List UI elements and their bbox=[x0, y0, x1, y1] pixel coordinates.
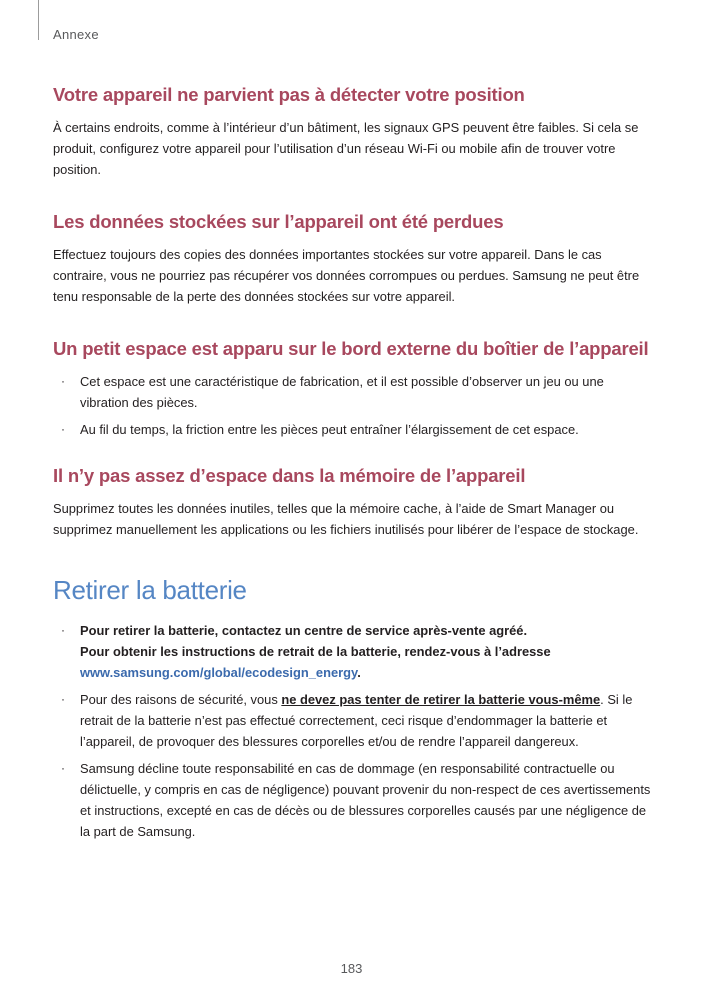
page-number: 183 bbox=[340, 961, 363, 976]
major-heading: Retirer la batterie bbox=[53, 575, 247, 605]
list-item-text: . Si le retrait de la batterie n’est pas effectué correctement, ceci risque d’endommager la batterie et l’appareil, de provoquer des blessures corporelles et/ou de rendre l’appareil dangereux. bbox=[80, 692, 633, 749]
bullet-symbol: · bbox=[61, 374, 65, 388]
section-heading: Un petit espace est apparu sur le bord externe du boîtier de l’appareil bbox=[53, 338, 649, 359]
list-item bbox=[53, 758, 653, 842]
list-item bbox=[53, 371, 653, 413]
section-gps bbox=[53, 82, 653, 180]
bullet-list bbox=[53, 371, 653, 440]
section-body: Effectuez toujours des copies des données importantes stockées sur votre appareil. Dans le cas contraire, vous ne pourriez pas récupérer vos données corrompues ou perdues. Samsung ne peut être tenu responsable de la perte des données stockées sur votre appareil. bbox=[53, 247, 640, 304]
punctuation: . bbox=[357, 665, 361, 680]
samsung-link[interactable]: www.samsung.com/global/ecodesign_energy bbox=[80, 665, 358, 680]
list-item bbox=[53, 419, 653, 440]
bullet-symbol: · bbox=[61, 422, 65, 436]
bullet-symbol: · bbox=[61, 761, 65, 775]
section-body: Supprimez toutes les données inutiles, telles que la mémoire cache, à l’aide de Smart Manager ou supprimez manuellement les applications ou les fichiers inutilisés pour libérer de l’espace de stockage. bbox=[53, 501, 639, 537]
section-heading: Les données stockées sur l’appareil ont été perdues bbox=[53, 211, 504, 232]
section-lost-data bbox=[53, 209, 653, 307]
battery-section bbox=[53, 574, 653, 842]
section-memory bbox=[53, 463, 653, 540]
list-item-text: Au fil du temps, la friction entre les pièces peut entraîner l’élargissement de cet espace. bbox=[80, 422, 579, 437]
section-heading: Il n’y pas assez d’espace dans la mémoire de l’appareil bbox=[53, 465, 526, 486]
list-item bbox=[53, 620, 653, 683]
section-body: À certains endroits, comme à l’intérieur d’un bâtiment, les signaux GPS peuvent être faibles. Si cela se produit, configurez votre appareil pour l’utilisation d’un réseau Wi-Fi ou mobile afin de trouver votre position. bbox=[53, 120, 639, 177]
bullet-symbol: · bbox=[61, 692, 65, 706]
warning-emphasis: ne devez pas tenter de retirer la batterie vous-même bbox=[281, 692, 601, 707]
list-item-text: Pour des raisons de sécurité, vous bbox=[80, 692, 282, 707]
header-rule bbox=[38, 0, 39, 40]
list-item-text: Cet espace est une caractéristique de fabrication, et il est possible d’observer un jeu ou une vibration des pièces. bbox=[80, 374, 604, 410]
list-item-text: Pour retirer la batterie, contactez un centre de service après-vente agréé. bbox=[80, 623, 528, 638]
bullet-list bbox=[53, 620, 653, 842]
bullet-symbol: · bbox=[61, 623, 65, 637]
section-gap bbox=[53, 336, 653, 440]
list-item-text: Pour obtenir les instructions de retrait de la batterie, rendez-vous à l’adresse bbox=[80, 644, 551, 659]
list-item-text: Samsung décline toute responsabilité en cas de dommage (en responsabilité contractuelle ou délictuelle, y compris en cas de négligence) pouvant provenir du non-respect de ces avertissements et instructions, excepté en cas de décès ou de blessures corporelles causés par une négligence de la part de Samsung. bbox=[80, 761, 651, 839]
header-label: Annexe bbox=[53, 27, 99, 42]
page-content bbox=[53, 82, 653, 848]
section-heading: Votre appareil ne parvient pas à détecter votre position bbox=[53, 84, 525, 105]
list-item bbox=[53, 689, 653, 752]
